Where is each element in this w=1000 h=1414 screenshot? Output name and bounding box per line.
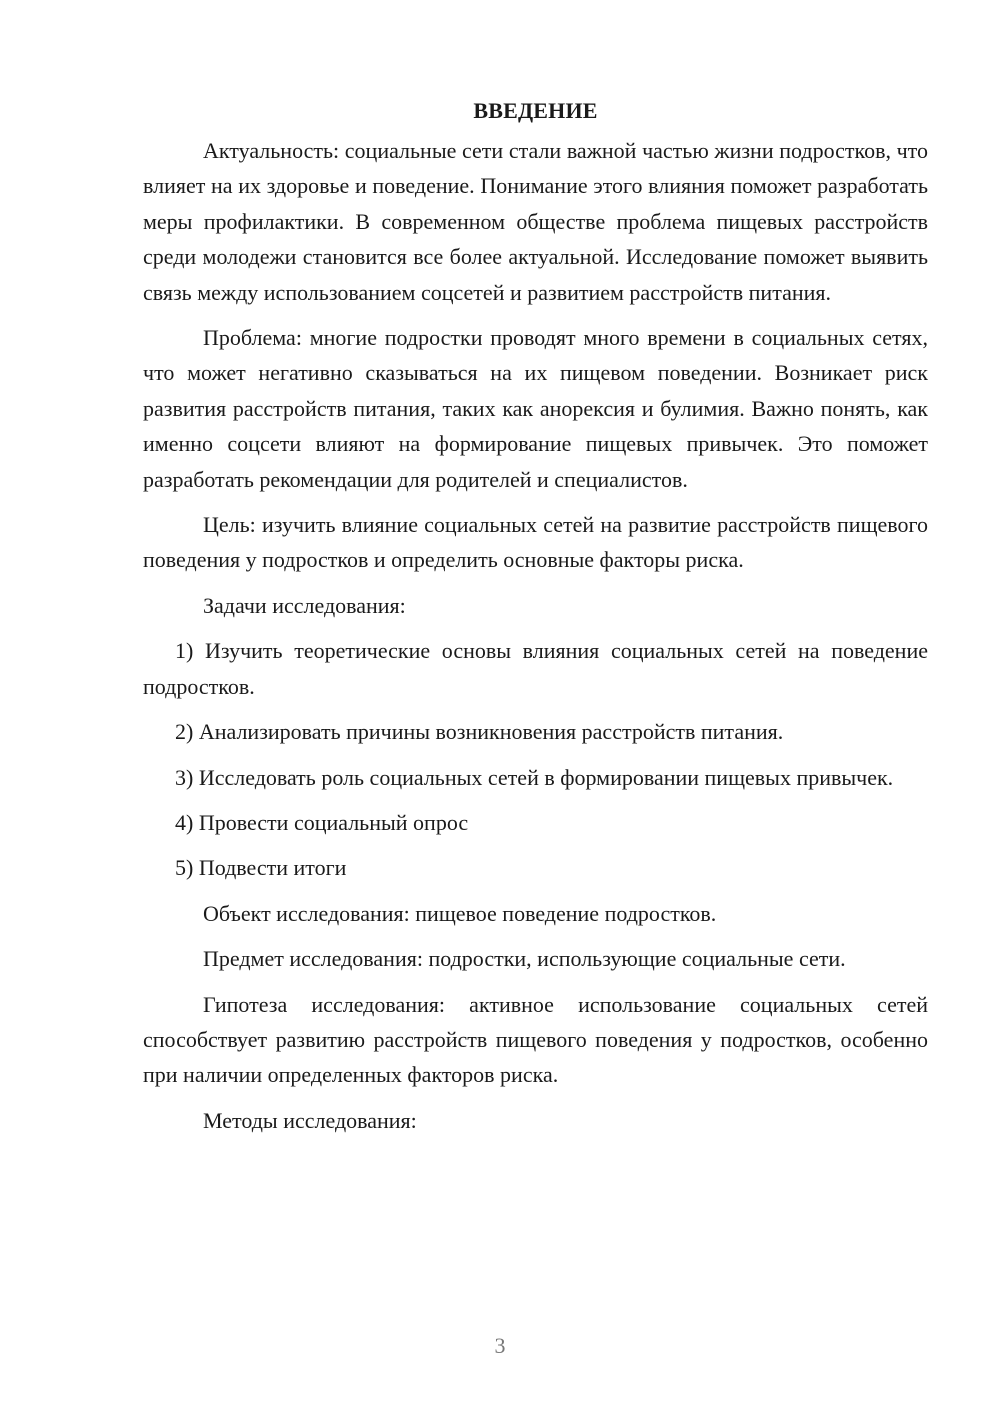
page-title: ВВЕДЕНИЕ [473,98,598,123]
list-item: 5) Подвести итоги [175,855,347,881]
methods-heading: Методы исследования: [203,1107,417,1133]
list-item: 3) Исследовать роль социальных сетей в формировании пищевых привычек. [175,764,894,790]
subject-paragraph: Предмет исследования: подростки, использующие социальные сети. [203,946,846,972]
document-page [143,96,928,1148]
list-item: 2) Анализировать причины возникновения расстройств питания. [175,719,784,745]
goal-paragraph: Цель: изучить влияние социальных сетей на развитие расстройств пищевого поведения у подростков и определить основные факторы риска. [143,512,928,573]
page-number: 3 [494,1333,506,1358]
list-item: 4) Провести социальный опрос [175,809,469,835]
tasks-list [143,633,928,885]
hypothesis-paragraph: Гипотеза исследования: активное использование социальных сетей способствует развитию расстройств пищевого поведения у подростков, особенно при наличии определенных факторов риска. [143,991,928,1088]
object-paragraph: Объект исследования: пищевое поведение подростков. [203,900,717,926]
relevance-paragraph: Актуальность: социальные сети стали важной частью жизни подростков, что влияет на их здоровье и поведение. Понимание этого влияния поможет разработать меры профилактики. В современном обществе проблема пищевых расстройств среди молодежи становится все более актуальной. Исследование поможет выявить связь между использованием соцсетей и развитием расстройств питания. [143,138,928,305]
problem-paragraph: Проблема: многие подростки проводят много времени в социальных сетях, что может негативно сказываться на их пищевом поведении. Возникает риск развития расстройств питания, таких как анорексия и булимия. Важно понять, как именно соцсети влияют на формирование пищевых привычек. Это поможет разработать рекомендации для родителей и специалистов. [143,325,928,492]
tasks-heading: Задачи исследования: [203,592,406,618]
list-item: 1) Изучить теоретические основы влияния социальных сетей на поведение подростков. [143,638,928,699]
